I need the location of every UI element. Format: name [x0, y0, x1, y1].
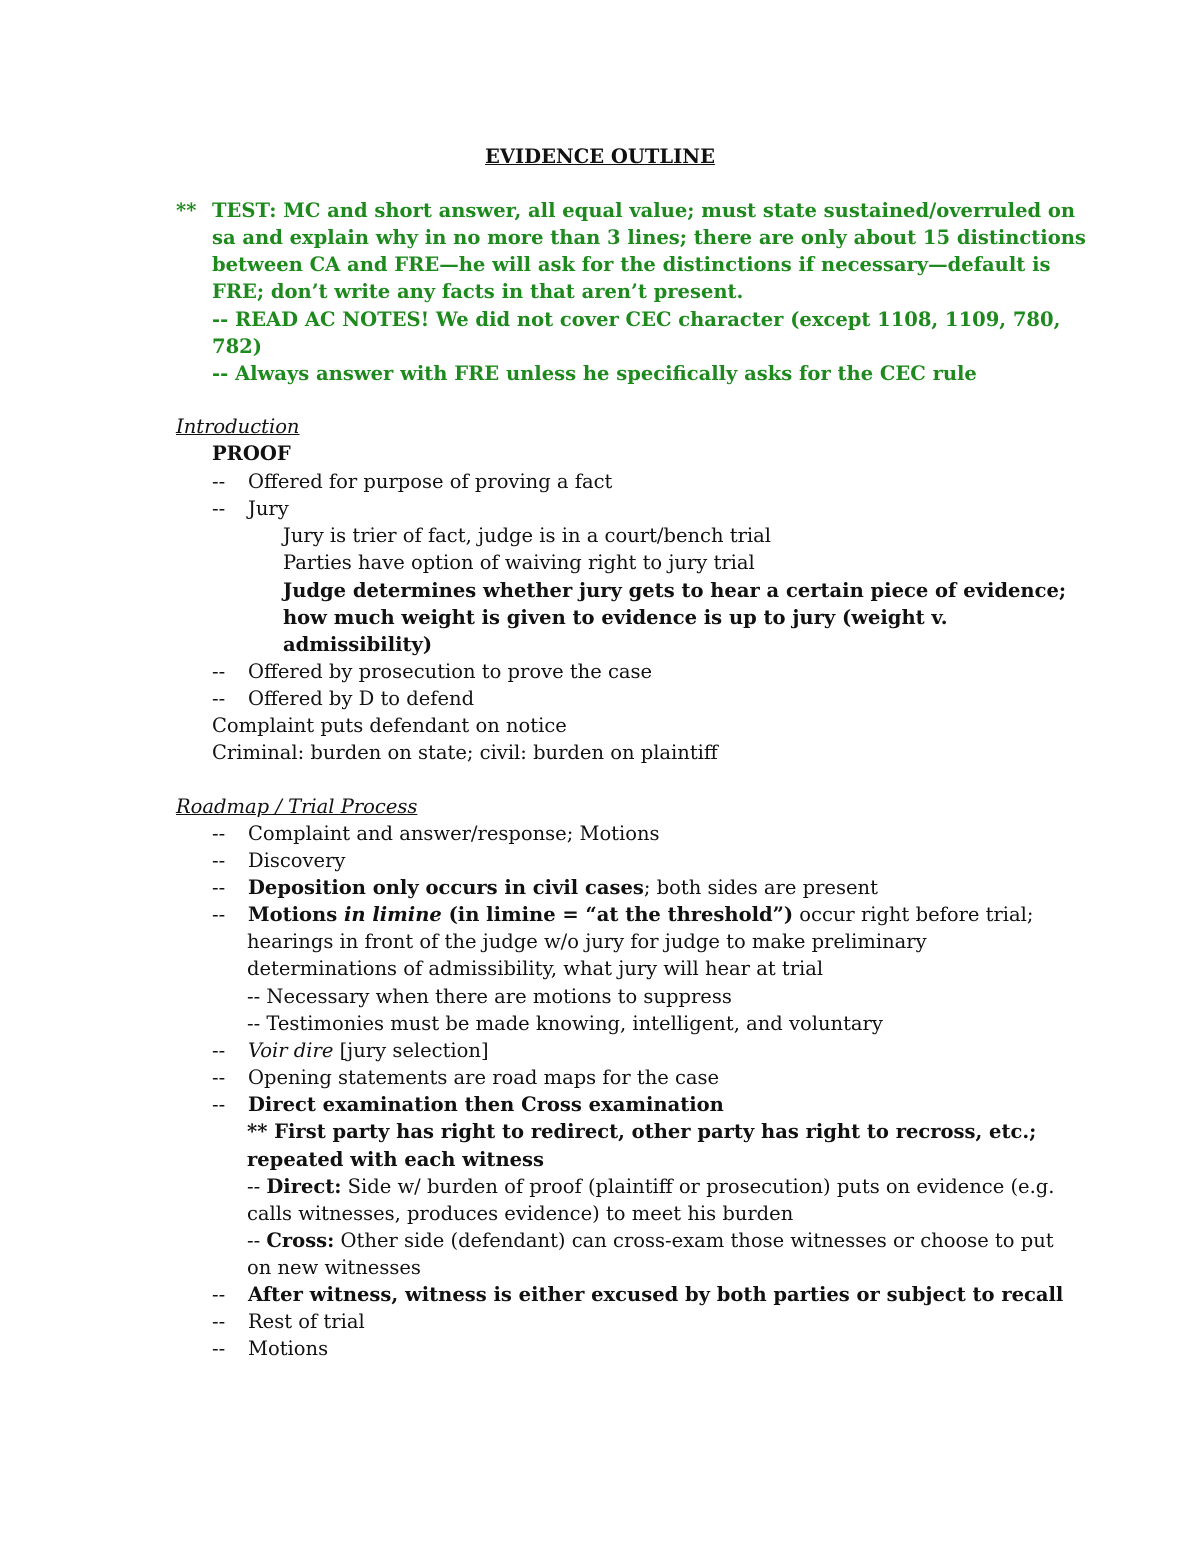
list-item-bold: Direct examination then Cross examination: [248, 1093, 724, 1116]
list-item: [212, 468, 612, 495]
dash: --: [212, 903, 226, 926]
document-title: EVIDENCE OUTLINE: [485, 145, 715, 168]
note-line: 782): [212, 335, 262, 358]
list-item-bold: After witness, witness is either excused by both parties or subject to recall: [248, 1283, 1064, 1306]
list-item: [212, 1091, 724, 1118]
plain-line: Criminal: burden on state; civil: burden on plaintiff: [212, 741, 718, 764]
list-item-text: Offered by prosecution to prove the case: [248, 660, 653, 683]
list-item: [212, 820, 660, 847]
section-heading-introduction: Introduction: [176, 415, 300, 438]
list-item-text: ; both sides are present: [643, 876, 878, 899]
sub-item: Parties have option of waiving right to jury trial: [283, 551, 755, 574]
sub-item-bold: admissibility): [283, 633, 433, 656]
list-item-text: Discovery: [248, 849, 346, 872]
dash: --: [247, 1229, 267, 1252]
section-heading-roadmap: Roadmap / Trial Process: [176, 795, 418, 818]
sub-item-bold: how much weight is given to evidence is up to jury (weight v.: [283, 606, 948, 629]
dash: --: [212, 1039, 226, 1062]
direct-continuation: calls witnesses, produces evidence) to meet his burden: [247, 1202, 794, 1225]
list-item-text: occur right before trial;: [793, 903, 1034, 926]
note-line: FRE; don’t write any facts in that aren’t present.: [212, 280, 744, 303]
list-item: [212, 1308, 365, 1335]
list-item: [212, 1037, 489, 1064]
direct-line: [247, 1173, 1054, 1200]
note-line: between CA and FRE—he will ask for the distinctions if necessary—default is: [212, 253, 1051, 276]
cross-label: Cross:: [266, 1229, 335, 1252]
sub-item: Jury is trier of fact, judge is in a court/bench trial: [283, 524, 771, 547]
dash: --: [212, 876, 226, 899]
list-item: [212, 1335, 328, 1362]
list-item-text: Jury: [248, 497, 289, 520]
direct-label: Direct:: [266, 1175, 342, 1198]
list-item: [212, 874, 878, 901]
sub-item-bold: Judge determines whether jury gets to hear a certain piece of evidence;: [283, 579, 1067, 602]
cross-continuation: on new witnesses: [247, 1256, 421, 1279]
list-item: [212, 685, 474, 712]
list-item-bold: Deposition only occurs in civil cases: [248, 876, 644, 899]
dash: --: [212, 470, 226, 493]
dash: --: [212, 1093, 226, 1116]
list-item-text: Rest of trial: [248, 1310, 365, 1333]
dash: --: [247, 1175, 267, 1198]
dash: --: [212, 822, 226, 845]
list-item: [212, 495, 289, 522]
dash: --: [212, 849, 226, 872]
list-item-text: Opening statements are road maps for the case: [248, 1066, 720, 1089]
list-item-note: ** First party has right to redirect, other party has right to recross, etc.;: [247, 1120, 1037, 1143]
list-item: [212, 1064, 719, 1091]
note-marker: **: [176, 199, 197, 222]
sub-item: -- Necessary when there are motions to suppress: [247, 985, 732, 1008]
list-item-bold: (in limine = “at the threshold”): [441, 903, 794, 926]
proof-subheading: PROOF: [212, 442, 291, 465]
note-line: sa and explain why in no more than 3 lines; there are only about 15 distinctions: [212, 226, 1086, 249]
note-line: TEST: MC and short answer, all equal value; must state sustained/overruled on: [212, 199, 1076, 222]
dash: --: [212, 687, 226, 710]
list-item-text: Motions: [248, 1337, 329, 1360]
dash: --: [212, 1310, 226, 1333]
dash: --: [212, 1066, 226, 1089]
list-item: [212, 1281, 1063, 1308]
list-item: [212, 847, 345, 874]
plain-line: Complaint puts defendant on notice: [212, 714, 567, 737]
note-line: -- READ AC NOTES! We did not cover CEC character (except 1108, 1109, 780,: [212, 308, 1061, 331]
dash: --: [212, 1337, 226, 1360]
dash: --: [212, 497, 226, 520]
list-item-bold-italic: in limine: [343, 903, 442, 926]
list-item: [212, 901, 1033, 928]
direct-text: Side w/ burden of proof (plaintiff or prosecution) puts on evidence (e.g.: [341, 1175, 1055, 1198]
list-item-text: [jury selection]: [333, 1039, 489, 1062]
list-item-italic: Voir dire: [248, 1039, 334, 1062]
list-item-text: Offered for purpose of proving a fact: [248, 470, 613, 493]
note-line: -- Always answer with FRE unless he specifically asks for the CEC rule: [212, 362, 977, 385]
list-item-bold: Motions: [248, 903, 344, 926]
list-item-text: Offered by D to defend: [248, 687, 475, 710]
list-item-continuation: determinations of admissibility, what jury will hear at trial: [247, 957, 824, 980]
cross-text: Other side (defendant) can cross-exam those witnesses or choose to put: [334, 1229, 1054, 1252]
list-item-note: repeated with each witness: [247, 1148, 544, 1171]
list-item-continuation: hearings in front of the judge w/o jury for judge to make preliminary: [247, 930, 927, 953]
dash: --: [212, 1283, 226, 1306]
list-item-text: Complaint and answer/response; Motions: [248, 822, 660, 845]
list-item: [212, 658, 652, 685]
dash: --: [212, 660, 226, 683]
sub-item: -- Testimonies must be made knowing, intelligent, and voluntary: [247, 1012, 883, 1035]
cross-line: [247, 1227, 1054, 1254]
